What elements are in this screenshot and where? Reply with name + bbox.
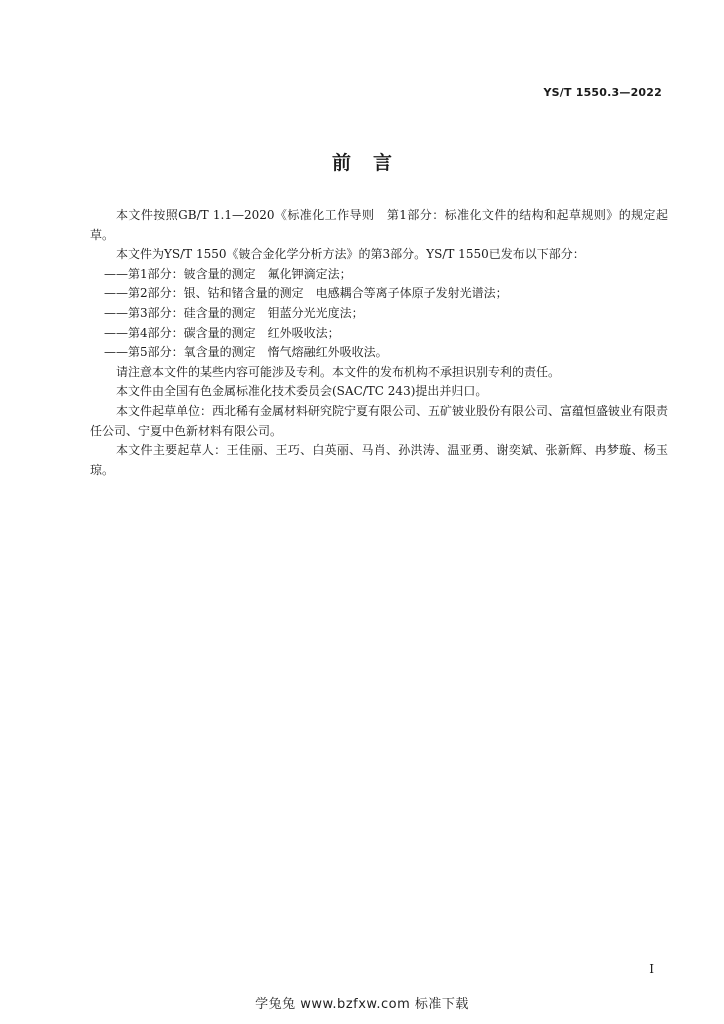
list-item: ——第1部分：铍含量的测定 氟化钾滴定法； bbox=[104, 266, 352, 281]
page-title: 前言 bbox=[331, 152, 414, 174]
paragraph-patent-notice: 请注意本文件的某些内容可能涉及专利。本文件的发布机构不承担识别专利的责任。 bbox=[116, 364, 561, 379]
list-item: ——第5部分：氧含量的测定 惰气熔融红外吸收法。 bbox=[104, 345, 388, 360]
standard-code: YS/T 1550.3—2022 bbox=[543, 86, 662, 99]
paragraph-series-intro: 本文件为YS/T 1550《铍合金化学分析方法》的第3部分。YS/T 1550已发布以下部分： bbox=[116, 247, 585, 262]
paragraph-proposer: 本文件由全国有色金属标准化技术委员会(SAC/TC 243)提出并归口。 bbox=[116, 384, 488, 399]
page-number: I bbox=[649, 962, 654, 976]
list-item: ——第2部分：银、钴和锗含量的测定 电感耦合等离子体原子发射光谱法； bbox=[104, 286, 508, 301]
paragraph-drafters: 本文件主要起草人：王佳丽、王巧、白英丽、马肖、孙洪涛、温亚勇、谢奕斌、张新辉、冉梦璇、杨玉琼。 bbox=[90, 443, 668, 477]
paragraph-drafting-rules: 本文件按照GB/T 1.1—2020《标准化工作导则 第1部分：标准化文件的结构和起草规则》的规定起草。 bbox=[90, 208, 668, 242]
paragraph-drafting-units: 本文件起草单位：西北稀有金属材料研究院宁夏有限公司、五矿铍业股份有限公司、富蕴恒盛铍业有限责任公司、宁夏中色新材料有限公司。 bbox=[90, 403, 669, 438]
list-item: ——第4部分：碳含量的测定 红外吸收法； bbox=[104, 325, 340, 340]
document-body bbox=[90, 206, 668, 480]
footer-watermark: 学兔兔 www.bzfxw.com 标准下载 bbox=[255, 997, 469, 1012]
list-item: ——第3部分：硅含量的测定 钼蓝分光光度法； bbox=[104, 305, 364, 320]
